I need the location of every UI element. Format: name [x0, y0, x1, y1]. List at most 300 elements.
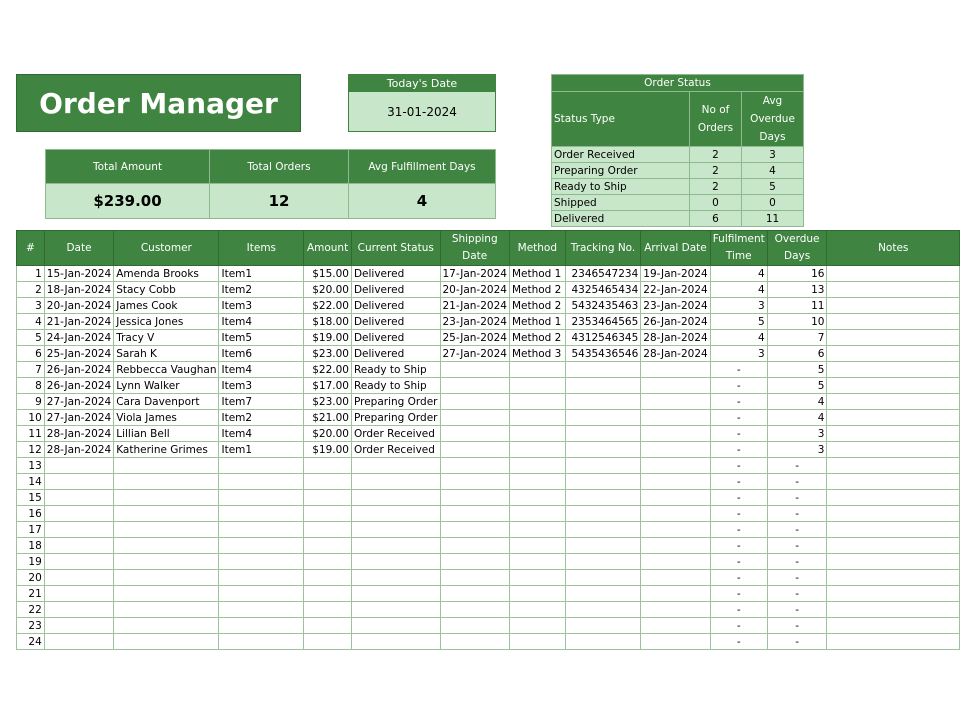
notes-cell[interactable]	[827, 490, 960, 506]
tracking-no-cell[interactable]: 2353464565	[565, 314, 641, 330]
customer-header[interactable]: Customer	[114, 231, 219, 266]
arrival-date-header[interactable]: Arrival Date	[641, 231, 710, 266]
customer-cell[interactable]	[114, 618, 219, 634]
tracking-no-cell[interactable]	[565, 362, 641, 378]
items-cell[interactable]	[219, 570, 304, 586]
amount-cell[interactable]	[304, 490, 352, 506]
fulfilment-time-cell[interactable]: -	[710, 458, 767, 474]
arrival-date-cell[interactable]	[641, 618, 710, 634]
current-status-cell[interactable]: Order Received	[351, 442, 440, 458]
notes-cell[interactable]	[827, 554, 960, 570]
row-number-header[interactable]: #	[17, 231, 45, 266]
overdue-days-cell[interactable]: 5	[767, 362, 827, 378]
items-cell[interactable]: Item1	[219, 266, 304, 282]
amount-cell[interactable]	[304, 634, 352, 650]
current-status-cell[interactable]: Delivered	[351, 330, 440, 346]
fulfilment-time-cell[interactable]: -	[710, 554, 767, 570]
row-number-cell[interactable]: 22	[17, 602, 45, 618]
shipping-date-cell[interactable]	[440, 458, 509, 474]
amount-cell[interactable]	[304, 458, 352, 474]
customer-cell[interactable]	[114, 570, 219, 586]
customer-cell[interactable]: Jessica Jones	[114, 314, 219, 330]
shipping-date-cell[interactable]	[440, 538, 509, 554]
shipping-date-cell[interactable]	[440, 602, 509, 618]
tracking-no-cell[interactable]	[565, 570, 641, 586]
current-status-cell[interactable]: Preparing Order	[351, 394, 440, 410]
current-status-cell[interactable]	[351, 522, 440, 538]
fulfilment-time-cell[interactable]: 4	[710, 282, 767, 298]
shipping-date-cell[interactable]	[440, 474, 509, 490]
current-status-cell[interactable]	[351, 506, 440, 522]
fulfilment-time-cell[interactable]: 4	[710, 266, 767, 282]
arrival-date-cell[interactable]	[641, 474, 710, 490]
status-order-count-cell[interactable]: 2	[690, 147, 742, 163]
items-cell[interactable]	[219, 538, 304, 554]
status-order-count-cell[interactable]: 6	[690, 211, 742, 227]
status-overdue-days-cell[interactable]: 3	[742, 147, 804, 163]
arrival-date-cell[interactable]	[641, 362, 710, 378]
overdue-days-cell[interactable]: -	[767, 602, 827, 618]
current-status-cell[interactable]: Preparing Order	[351, 410, 440, 426]
customer-cell[interactable]	[114, 634, 219, 650]
current-status-cell[interactable]: Delivered	[351, 282, 440, 298]
amount-cell[interactable]: $15.00	[304, 266, 352, 282]
row-number-cell[interactable]: 9	[17, 394, 45, 410]
amount-cell[interactable]	[304, 506, 352, 522]
items-cell[interactable]: Item5	[219, 330, 304, 346]
date-cell[interactable]: 21-Jan-2024	[44, 314, 113, 330]
customer-cell[interactable]	[114, 474, 219, 490]
date-cell[interactable]: 15-Jan-2024	[44, 266, 113, 282]
fulfilment-time-cell[interactable]: -	[710, 618, 767, 634]
status-overdue-days-cell[interactable]: 5	[742, 179, 804, 195]
customer-cell[interactable]	[114, 554, 219, 570]
arrival-date-cell[interactable]: 23-Jan-2024	[641, 298, 710, 314]
arrival-date-cell[interactable]	[641, 554, 710, 570]
arrival-date-cell[interactable]: 26-Jan-2024	[641, 314, 710, 330]
shipping-date-cell[interactable]	[440, 618, 509, 634]
date-header[interactable]: Date	[44, 231, 113, 266]
items-header[interactable]: Items	[219, 231, 304, 266]
shipping-date-cell[interactable]: 17-Jan-2024	[440, 266, 509, 282]
row-number-cell[interactable]: 12	[17, 442, 45, 458]
shipping-date-cell[interactable]	[440, 634, 509, 650]
items-cell[interactable]	[219, 634, 304, 650]
method-cell[interactable]: Method 3	[509, 346, 565, 362]
arrival-date-cell[interactable]	[641, 634, 710, 650]
date-cell[interactable]: 26-Jan-2024	[44, 378, 113, 394]
shipping-date-cell[interactable]	[440, 570, 509, 586]
tracking-no-cell[interactable]: 4312546345	[565, 330, 641, 346]
fulfilment-time-cell[interactable]: -	[710, 602, 767, 618]
date-cell[interactable]: 20-Jan-2024	[44, 298, 113, 314]
fulfilment-time-cell[interactable]: -	[710, 506, 767, 522]
date-cell[interactable]	[44, 458, 113, 474]
notes-cell[interactable]	[827, 266, 960, 282]
method-cell[interactable]	[509, 442, 565, 458]
fulfilment-time-cell[interactable]: 4	[710, 330, 767, 346]
arrival-date-cell[interactable]	[641, 458, 710, 474]
date-cell[interactable]	[44, 634, 113, 650]
date-cell[interactable]: 18-Jan-2024	[44, 282, 113, 298]
method-cell[interactable]	[509, 362, 565, 378]
shipping-date-cell[interactable]	[440, 394, 509, 410]
customer-cell[interactable]	[114, 490, 219, 506]
notes-cell[interactable]	[827, 474, 960, 490]
arrival-date-cell[interactable]	[641, 586, 710, 602]
shipping-date-cell[interactable]	[440, 586, 509, 602]
status-overdue-days-cell[interactable]: 4	[742, 163, 804, 179]
notes-cell[interactable]	[827, 442, 960, 458]
customer-cell[interactable]: Viola James	[114, 410, 219, 426]
items-cell[interactable]	[219, 586, 304, 602]
notes-cell[interactable]	[827, 346, 960, 362]
row-number-cell[interactable]: 18	[17, 538, 45, 554]
arrival-date-cell[interactable]: 19-Jan-2024	[641, 266, 710, 282]
date-cell[interactable]: 28-Jan-2024	[44, 426, 113, 442]
status-type-cell[interactable]: Ready to Ship	[552, 179, 690, 195]
current-status-cell[interactable]	[351, 490, 440, 506]
current-status-header[interactable]: Current Status	[351, 231, 440, 266]
items-cell[interactable]: Item2	[219, 410, 304, 426]
notes-cell[interactable]	[827, 314, 960, 330]
current-status-cell[interactable]	[351, 586, 440, 602]
notes-cell[interactable]	[827, 458, 960, 474]
row-number-cell[interactable]: 2	[17, 282, 45, 298]
date-cell[interactable]	[44, 538, 113, 554]
date-cell[interactable]: 28-Jan-2024	[44, 442, 113, 458]
arrival-date-cell[interactable]	[641, 602, 710, 618]
notes-cell[interactable]	[827, 618, 960, 634]
row-number-cell[interactable]: 7	[17, 362, 45, 378]
date-cell[interactable]: 27-Jan-2024	[44, 394, 113, 410]
customer-cell[interactable]	[114, 602, 219, 618]
customer-cell[interactable]: Amenda Brooks	[114, 266, 219, 282]
status-type-cell[interactable]: Shipped	[552, 195, 690, 211]
shipping-date-cell[interactable]: 23-Jan-2024	[440, 314, 509, 330]
notes-cell[interactable]	[827, 410, 960, 426]
current-status-cell[interactable]: Delivered	[351, 298, 440, 314]
arrival-date-cell[interactable]	[641, 506, 710, 522]
method-cell[interactable]	[509, 602, 565, 618]
method-cell[interactable]	[509, 490, 565, 506]
tracking-no-cell[interactable]	[565, 458, 641, 474]
shipping-date-cell[interactable]	[440, 554, 509, 570]
customer-cell[interactable]: Stacy Cobb	[114, 282, 219, 298]
current-status-cell[interactable]	[351, 474, 440, 490]
shipping-date-cell[interactable]: 20-Jan-2024	[440, 282, 509, 298]
row-number-cell[interactable]: 4	[17, 314, 45, 330]
amount-cell[interactable]	[304, 474, 352, 490]
date-cell[interactable]	[44, 522, 113, 538]
fulfilment-time-cell[interactable]: 3	[710, 346, 767, 362]
customer-cell[interactable]: Sarah K	[114, 346, 219, 362]
items-cell[interactable]: Item1	[219, 442, 304, 458]
method-cell[interactable]: Method 1	[509, 266, 565, 282]
overdue-days-cell[interactable]: -	[767, 554, 827, 570]
amount-cell[interactable]: $20.00	[304, 426, 352, 442]
arrival-date-cell[interactable]	[641, 442, 710, 458]
fulfilment-time-cell[interactable]: -	[710, 570, 767, 586]
items-cell[interactable]: Item7	[219, 394, 304, 410]
notes-cell[interactable]	[827, 426, 960, 442]
status-order-count-cell[interactable]: 0	[690, 195, 742, 211]
row-number-cell[interactable]: 3	[17, 298, 45, 314]
fulfilment-time-cell[interactable]: -	[710, 538, 767, 554]
tracking-no-cell[interactable]	[565, 490, 641, 506]
tracking-no-cell[interactable]	[565, 378, 641, 394]
amount-cell[interactable]: $23.00	[304, 346, 352, 362]
notes-cell[interactable]	[827, 602, 960, 618]
overdue-days-cell[interactable]: -	[767, 618, 827, 634]
items-cell[interactable]	[219, 490, 304, 506]
arrival-date-cell[interactable]: 28-Jan-2024	[641, 330, 710, 346]
method-cell[interactable]	[509, 426, 565, 442]
overdue-days-cell[interactable]: -	[767, 522, 827, 538]
tracking-no-cell[interactable]	[565, 410, 641, 426]
customer-cell[interactable]: Katherine Grimes	[114, 442, 219, 458]
current-status-cell[interactable]	[351, 570, 440, 586]
date-cell[interactable]	[44, 602, 113, 618]
amount-cell[interactable]	[304, 618, 352, 634]
tracking-no-cell[interactable]	[565, 522, 641, 538]
tracking-no-cell[interactable]	[565, 634, 641, 650]
row-number-cell[interactable]: 1	[17, 266, 45, 282]
method-cell[interactable]	[509, 474, 565, 490]
notes-cell[interactable]	[827, 298, 960, 314]
amount-cell[interactable]: $23.00	[304, 394, 352, 410]
status-order-count-cell[interactable]: 2	[690, 179, 742, 195]
amount-cell[interactable]: $20.00	[304, 282, 352, 298]
method-cell[interactable]	[509, 378, 565, 394]
overdue-days-cell[interactable]: -	[767, 490, 827, 506]
tracking-no-cell[interactable]: 5432435463	[565, 298, 641, 314]
current-status-cell[interactable]: Ready to Ship	[351, 378, 440, 394]
tracking-no-cell[interactable]	[565, 554, 641, 570]
overdue-days-cell[interactable]: 4	[767, 410, 827, 426]
date-cell[interactable]	[44, 554, 113, 570]
avg-fulfillment-days-value[interactable]: 4	[349, 184, 496, 219]
shipping-date-cell[interactable]	[440, 442, 509, 458]
arrival-date-cell[interactable]	[641, 378, 710, 394]
shipping-date-cell[interactable]	[440, 490, 509, 506]
fulfilment-time-cell[interactable]: 5	[710, 314, 767, 330]
shipping-date-cell[interactable]	[440, 410, 509, 426]
row-number-cell[interactable]: 14	[17, 474, 45, 490]
customer-cell[interactable]: Rebbecca Vaughan	[114, 362, 219, 378]
fulfilment-time-cell[interactable]: -	[710, 410, 767, 426]
row-number-cell[interactable]: 10	[17, 410, 45, 426]
current-status-cell[interactable]: Delivered	[351, 346, 440, 362]
items-cell[interactable]: Item4	[219, 362, 304, 378]
date-cell[interactable]: 25-Jan-2024	[44, 346, 113, 362]
items-cell[interactable]: Item4	[219, 426, 304, 442]
shipping-date-cell[interactable]	[440, 362, 509, 378]
shipping-date-cell[interactable]: 25-Jan-2024	[440, 330, 509, 346]
items-cell[interactable]	[219, 602, 304, 618]
notes-cell[interactable]	[827, 538, 960, 554]
status-type-cell[interactable]: Preparing Order	[552, 163, 690, 179]
method-cell[interactable]: Method 2	[509, 298, 565, 314]
overdue-days-cell[interactable]: 6	[767, 346, 827, 362]
row-number-cell[interactable]: 5	[17, 330, 45, 346]
amount-cell[interactable]: $19.00	[304, 442, 352, 458]
row-number-cell[interactable]: 16	[17, 506, 45, 522]
date-cell[interactable]	[44, 506, 113, 522]
current-status-cell[interactable]: Ready to Ship	[351, 362, 440, 378]
arrival-date-cell[interactable]	[641, 394, 710, 410]
items-cell[interactable]	[219, 506, 304, 522]
amount-cell[interactable]	[304, 586, 352, 602]
overdue-days-cell[interactable]: -	[767, 586, 827, 602]
arrival-date-cell[interactable]: 28-Jan-2024	[641, 346, 710, 362]
items-cell[interactable]	[219, 522, 304, 538]
overdue-days-cell[interactable]: -	[767, 634, 827, 650]
amount-cell[interactable]: $21.00	[304, 410, 352, 426]
fulfilment-time-header[interactable]: Fulfilment Time	[710, 231, 767, 266]
overdue-days-header[interactable]: Overdue Days	[767, 231, 827, 266]
items-cell[interactable]: Item6	[219, 346, 304, 362]
fulfilment-time-cell[interactable]: -	[710, 522, 767, 538]
date-cell[interactable]	[44, 570, 113, 586]
fulfilment-time-cell[interactable]: -	[710, 586, 767, 602]
customer-cell[interactable]	[114, 538, 219, 554]
arrival-date-cell[interactable]	[641, 538, 710, 554]
customer-cell[interactable]: Lynn Walker	[114, 378, 219, 394]
notes-cell[interactable]	[827, 282, 960, 298]
row-number-cell[interactable]: 8	[17, 378, 45, 394]
row-number-cell[interactable]: 20	[17, 570, 45, 586]
date-cell[interactable]	[44, 586, 113, 602]
fulfilment-time-cell[interactable]: -	[710, 426, 767, 442]
date-cell[interactable]: 26-Jan-2024	[44, 362, 113, 378]
tracking-no-cell[interactable]	[565, 618, 641, 634]
shipping-date-cell[interactable]: 27-Jan-2024	[440, 346, 509, 362]
total-amount-value[interactable]: $239.00	[46, 184, 210, 219]
arrival-date-cell[interactable]	[641, 522, 710, 538]
overdue-days-cell[interactable]: -	[767, 458, 827, 474]
shipping-date-cell[interactable]: 21-Jan-2024	[440, 298, 509, 314]
notes-cell[interactable]	[827, 506, 960, 522]
row-number-cell[interactable]: 11	[17, 426, 45, 442]
tracking-no-cell[interactable]	[565, 506, 641, 522]
customer-cell[interactable]	[114, 506, 219, 522]
fulfilment-time-cell[interactable]: -	[710, 394, 767, 410]
current-status-cell[interactable]	[351, 618, 440, 634]
amount-cell[interactable]: $19.00	[304, 330, 352, 346]
items-cell[interactable]	[219, 554, 304, 570]
notes-cell[interactable]	[827, 570, 960, 586]
date-cell[interactable]: 27-Jan-2024	[44, 410, 113, 426]
method-cell[interactable]: Method 2	[509, 330, 565, 346]
overdue-days-cell[interactable]: 5	[767, 378, 827, 394]
arrival-date-cell[interactable]: 22-Jan-2024	[641, 282, 710, 298]
items-cell[interactable]: Item2	[219, 282, 304, 298]
method-cell[interactable]	[509, 522, 565, 538]
amount-cell[interactable]	[304, 602, 352, 618]
items-cell[interactable]: Item3	[219, 298, 304, 314]
shipping-date-header[interactable]: Shipping Date	[440, 231, 509, 266]
tracking-no-cell[interactable]	[565, 538, 641, 554]
method-cell[interactable]: Method 2	[509, 282, 565, 298]
customer-cell[interactable]	[114, 586, 219, 602]
shipping-date-cell[interactable]	[440, 426, 509, 442]
method-header[interactable]: Method	[509, 231, 565, 266]
amount-cell[interactable]: $18.00	[304, 314, 352, 330]
tracking-no-cell[interactable]	[565, 426, 641, 442]
overdue-days-cell[interactable]: 11	[767, 298, 827, 314]
method-cell[interactable]	[509, 634, 565, 650]
current-status-cell[interactable]	[351, 554, 440, 570]
overdue-days-cell[interactable]: 3	[767, 426, 827, 442]
amount-header[interactable]: Amount	[304, 231, 352, 266]
arrival-date-cell[interactable]	[641, 490, 710, 506]
method-cell[interactable]	[509, 586, 565, 602]
tracking-no-cell[interactable]	[565, 442, 641, 458]
status-type-cell[interactable]: Order Received	[552, 147, 690, 163]
row-number-cell[interactable]: 23	[17, 618, 45, 634]
items-cell[interactable]	[219, 474, 304, 490]
notes-header[interactable]: Notes	[827, 231, 960, 266]
method-cell[interactable]	[509, 570, 565, 586]
fulfilment-time-cell[interactable]: -	[710, 442, 767, 458]
customer-cell[interactable]: James Cook	[114, 298, 219, 314]
method-cell[interactable]	[509, 394, 565, 410]
amount-cell[interactable]	[304, 554, 352, 570]
method-cell[interactable]	[509, 410, 565, 426]
fulfilment-time-cell[interactable]: -	[710, 634, 767, 650]
todays-date-value[interactable]: 31-01-2024	[348, 92, 496, 132]
current-status-cell[interactable]: Order Received	[351, 426, 440, 442]
notes-cell[interactable]	[827, 522, 960, 538]
notes-cell[interactable]	[827, 634, 960, 650]
overdue-days-cell[interactable]: 13	[767, 282, 827, 298]
items-cell[interactable]: Item4	[219, 314, 304, 330]
fulfilment-time-cell[interactable]: -	[710, 490, 767, 506]
notes-cell[interactable]	[827, 378, 960, 394]
total-orders-value[interactable]: 12	[210, 184, 349, 219]
status-overdue-days-cell[interactable]: 11	[742, 211, 804, 227]
customer-cell[interactable]	[114, 458, 219, 474]
overdue-days-cell[interactable]: -	[767, 570, 827, 586]
row-number-cell[interactable]: 24	[17, 634, 45, 650]
date-cell[interactable]	[44, 618, 113, 634]
tracking-no-cell[interactable]	[565, 602, 641, 618]
date-cell[interactable]: 24-Jan-2024	[44, 330, 113, 346]
overdue-days-cell[interactable]: -	[767, 506, 827, 522]
row-number-cell[interactable]: 6	[17, 346, 45, 362]
status-overdue-days-cell[interactable]: 0	[742, 195, 804, 211]
date-cell[interactable]	[44, 474, 113, 490]
overdue-days-cell[interactable]: 7	[767, 330, 827, 346]
row-number-cell[interactable]: 15	[17, 490, 45, 506]
status-order-count-cell[interactable]: 2	[690, 163, 742, 179]
current-status-cell[interactable]	[351, 458, 440, 474]
items-cell[interactable]	[219, 618, 304, 634]
overdue-days-cell[interactable]: 3	[767, 442, 827, 458]
current-status-cell[interactable]: Delivered	[351, 266, 440, 282]
items-cell[interactable]	[219, 458, 304, 474]
shipping-date-cell[interactable]	[440, 378, 509, 394]
current-status-cell[interactable]	[351, 538, 440, 554]
overdue-days-cell[interactable]: 4	[767, 394, 827, 410]
tracking-no-cell[interactable]: 5435436546	[565, 346, 641, 362]
tracking-no-cell[interactable]	[565, 474, 641, 490]
customer-cell[interactable]: Lillian Bell	[114, 426, 219, 442]
shipping-date-cell[interactable]	[440, 506, 509, 522]
items-cell[interactable]: Item3	[219, 378, 304, 394]
method-cell[interactable]	[509, 538, 565, 554]
